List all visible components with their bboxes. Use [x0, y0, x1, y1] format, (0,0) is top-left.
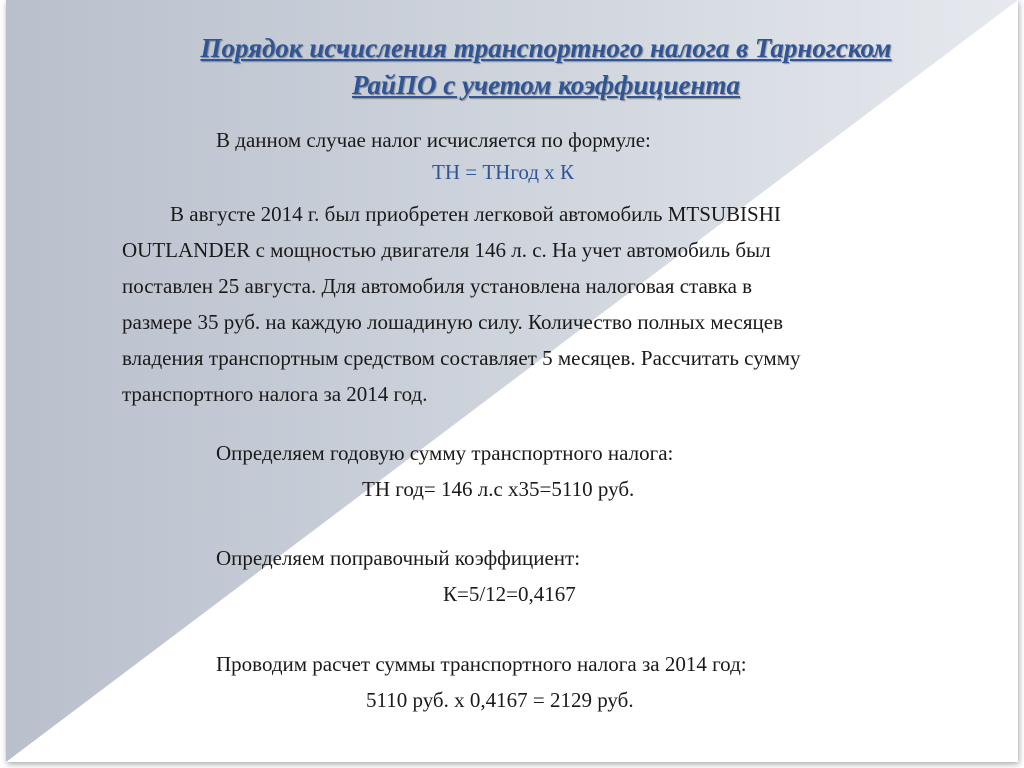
step-2-value: К=5/12=0,4167: [443, 582, 576, 606]
step-2-label: Определяем поправочный коэффициент:: [216, 546, 581, 570]
paragraph-line: поставлен 25 августа. Для автомобиля установлена налоговая ставка в: [122, 274, 753, 298]
step-3-value: 5110 руб. х 0,4167 = 2129 руб.: [366, 688, 634, 712]
paragraph-line: владения транспортным средством составляет 5 месяцев. Рассчитать сумму: [122, 346, 801, 370]
formula-text: ТН = ТНгод х К: [432, 160, 575, 184]
title-line-2: РайПО с учетом коэффициента: [352, 70, 740, 100]
slide-title: [66, 30, 1018, 104]
paragraph-line: В августе 2014 г. был приобретен легковой автомобиль MTSUBISHI: [170, 202, 781, 226]
step-1-label: Определяем годовую сумму транспортного налога:: [216, 441, 674, 465]
step-3-label: Проводим расчет суммы транспортного налога за 2014 год:: [216, 652, 747, 676]
paragraph-line: размере 35 руб. на каждую лошадиную силу. Количество полных месяцев: [122, 310, 783, 334]
intro-text: В данном случае налог исчисляется по формуле:: [216, 128, 651, 152]
step-1-value: ТН год= 146 л.с х35=5110 руб.: [362, 477, 635, 501]
slide: [6, 0, 1018, 762]
paragraph-line: OUTLANDER с мощностью двигателя 146 л. с. На учет автомобиль был: [122, 238, 771, 262]
problem-paragraph: [122, 196, 902, 412]
title-line-1: Порядок исчисления транспортного налога в Тарногском: [200, 33, 892, 63]
paragraph-line: транспортного налога за 2014 год.: [122, 382, 428, 406]
